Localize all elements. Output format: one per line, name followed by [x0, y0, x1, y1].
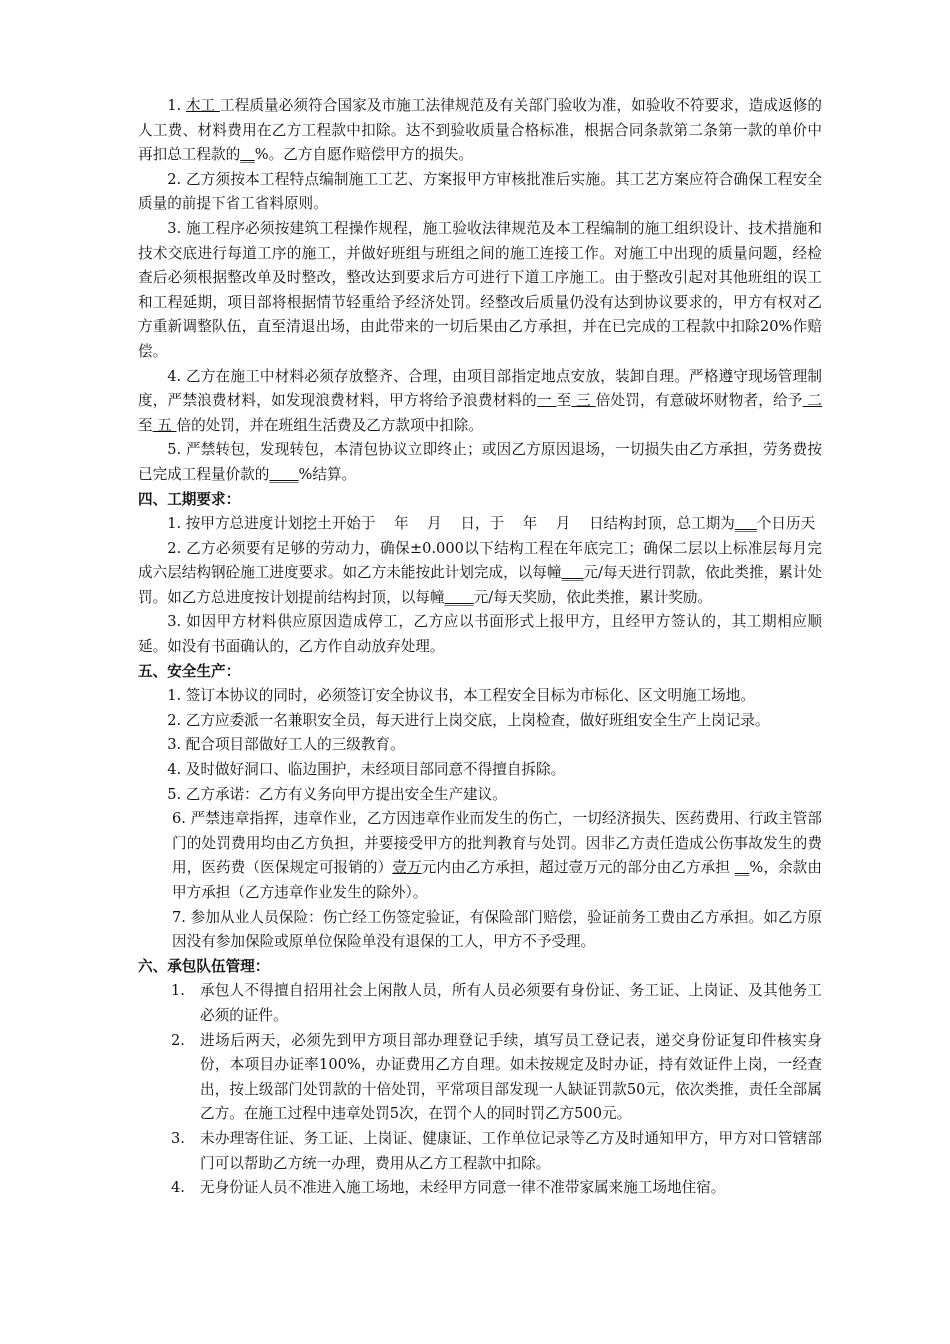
- list-item-text: 未办理寄住证、务工证、上岗证、健康证、工作单位记录等乙方及时通知甲方，甲方对口管辖部门可以帮助乙方统一办理，费用从乙方工程款中扣除。: [200, 1129, 822, 1172]
- clause-text: 4. 乙方在施工中材料必须存放整齐、合理，由项目部指定地点安放，装卸自理。严格遵守现场管理制度，严禁浪费材料，如发现浪费材料，甲方将给予浪费材料的: [138, 367, 822, 410]
- clause-3-5: [138, 438, 822, 487]
- blank-field: 二: [802, 392, 822, 410]
- clause-text: 工程质量必须符合国家及市施工法律规范及有关部门验收为准，如验收不符要求，造成返修的人工费、材料费用在乙方工程款中扣除。达不到验收质量合格标准，根据合同条款第二条第一款的单价中再扣总工程款的: [138, 97, 822, 164]
- blank-field: __: [240, 146, 255, 164]
- clause-text: 6. 严禁违章指挥，违章作业，乙方因违章作业而发生的伤亡，一切经济损失、医药费用、行政主管部门的处罚费用均由乙方负担，并要接受甲方的批判教育与处罚。因非乙方责任造成公伤事故发生的费用，医药费（医保规定可报销的）: [172, 810, 822, 877]
- clause-3-2: 2. 乙方须按本工程特点编制施工工艺、方案报甲方审核批准后实施。其工艺方案应符合确保工程安全质量的前提下省工省料原则。: [138, 170, 822, 213]
- blank-field: 一: [536, 392, 557, 410]
- clause-3-4: [138, 365, 822, 439]
- blank-field: ___: [561, 564, 584, 582]
- list-item: [138, 979, 822, 1028]
- clause-4-2: [138, 537, 822, 611]
- clause-text: 至: [556, 392, 572, 410]
- clause-5-7: 7. 参加从业人员保险：伤亡经工伤签定验证，有保险部门赔偿，验证前务工费由乙方承担。如乙方原因没有参加保险或原单位保险单没有退保的工人，甲方不予受理。: [172, 908, 822, 951]
- blank-field: ____: [269, 465, 299, 483]
- clause-text: %，余款由甲方承担（乙方违章作业发生的除外）。: [172, 859, 822, 901]
- section-heading-team-management: 六、承包队伍管理：: [138, 957, 270, 975]
- clause-5-2: 2. 乙方应委派一名兼职安全员，每天进行上岗交底，上岗检查，做好班组安全生产上岗记录。: [167, 711, 770, 729]
- list-item: [138, 1127, 822, 1176]
- blank-field: 五: [152, 416, 177, 434]
- clause-5-5: 5. 乙方承诺：乙方有义务向甲方提出安全生产建议。: [167, 785, 507, 803]
- clause-text: %结算。: [298, 465, 357, 483]
- clause-text: 1. 按甲方总进度计划挖土开始于 年 月 日，于 年 月 日结构封顶，总工期为: [167, 515, 735, 533]
- clause-5-6: [138, 807, 822, 905]
- clause-3-3: 3. 施工程序必须按建筑工程操作规程，施工验收法律规范及本工程编制的施工组织设计、技术措施和技术交底进行每道工序的施工，并做好班组与班组之间的施工连接工作。对施工中出现的质量问题，经检查后必须根据整改单及时整改，整改达到要求后方可进行下道工序施工。由于整改引起对其他班组的误工和工程延期，项目部将根据情节轻重给予经济处罚。经整改后质量仍没有达到协议要求的，甲方有权对乙方重新调整队伍，直至清退出场，由此带来的一切后果由乙方承担，并在已完成的工程款中扣除20%作赔偿。: [138, 219, 822, 360]
- list-item: [138, 1029, 822, 1127]
- clause-text: 2. 乙方必须要有足够的劳动力，确保±0.000以下结构工程在年底完工；确保二层以上标准层每月完成六层结构钢砼施工进度要求。如乙方未能按此计划完成，以每幢: [138, 539, 822, 582]
- clause-text: 倍处罚，有意破坏财物者，给予: [595, 392, 803, 410]
- list-item-text: 无身份证人员不准进入施工场地，未经甲方同意一律不准带家属来施工场地住宿。: [200, 1179, 726, 1197]
- list-item-text: 进场后两天，必须先到甲方项目部办理登记手续，填写员工登记表，递交身份证复印件核实身份，本项目办证率100%，办证费用乙方自理。如未按规定及时办证，持有效证件上岗，一经查出，按上级部门处罚款的十倍处罚，平常项目部发现一人缺证罚款50元，依次类推，责任全部属乙方。在施工过程中违章处罚5次，在罚个人的同时罚乙方500元。: [200, 1031, 822, 1123]
- clause-5-3: 3. 配合项目部做好工人的三级教育。: [167, 736, 405, 754]
- list-item-number: 3.: [171, 1129, 185, 1147]
- clause-5-4: 4. 及时做好洞口、临边围护，未经项目部同意不得擅自拆除。: [167, 761, 566, 779]
- list-item-number: 2.: [171, 1031, 185, 1049]
- clause-text: 倍的处罚，并在班组生活费及乙方款项中扣除。: [176, 416, 483, 434]
- clause-text: 元/每天进行罚款，依此类推，累计处罚。如乙方总进度按计划提前结构封顶，以每幢: [138, 564, 822, 606]
- section-heading-schedule: 四、工期要求：: [138, 490, 241, 508]
- trade-name: 木工: [185, 97, 220, 114]
- section-heading-safety: 五、安全生产：: [138, 662, 241, 680]
- clause-text: 至: [138, 416, 153, 434]
- list-item-number: 1.: [171, 982, 185, 1000]
- list-item-number: 4.: [171, 1179, 185, 1197]
- list-item: [138, 1176, 822, 1201]
- clause-4-3: 3. 如因甲方材料供应原因造成停工，乙方应以书面形式上报甲方，且经甲方签认的，其工期相应顺延。如没有书面确认的，乙方作自动放弃处理。: [138, 613, 822, 656]
- clause-text: 元内由乙方承担，超过壹万元的部分由乙方承担: [421, 859, 735, 877]
- clause-text: %。乙方自愿作赔偿甲方的损失。: [254, 146, 473, 164]
- blank-field: 三: [571, 392, 596, 410]
- clause-number: 1.: [167, 97, 186, 114]
- clause-text: 5. 严禁转包，发现转包，本清包协议立即终止；或因乙方原因退场，一切损失由乙方承担，劳务费按已完成工程量价款的: [138, 441, 822, 483]
- blank-field: 壹万: [392, 859, 422, 877]
- blank-field: __: [734, 859, 750, 877]
- list-item-text: 承包人不得擅自招用社会上闲散人员，所有人员必须要有身份证、务工证、上岗证、及其他务工必须的证件。: [200, 982, 822, 1024]
- clause-4-1: [138, 512, 822, 537]
- clause-text: 元/每天奖励，依此类推，累计奖励。: [473, 588, 713, 606]
- clause-text: 个日历天: [756, 515, 816, 533]
- blank-field: ____: [444, 588, 474, 606]
- clause-5-1: 1. 签订本协议的同时，必须签订安全协议书，本工程安全目标为市标化、区文明施工场地。: [167, 687, 755, 705]
- blank-field: ___: [734, 515, 757, 533]
- clause-3-1: [138, 94, 822, 168]
- document-page: [138, 94, 822, 1201]
